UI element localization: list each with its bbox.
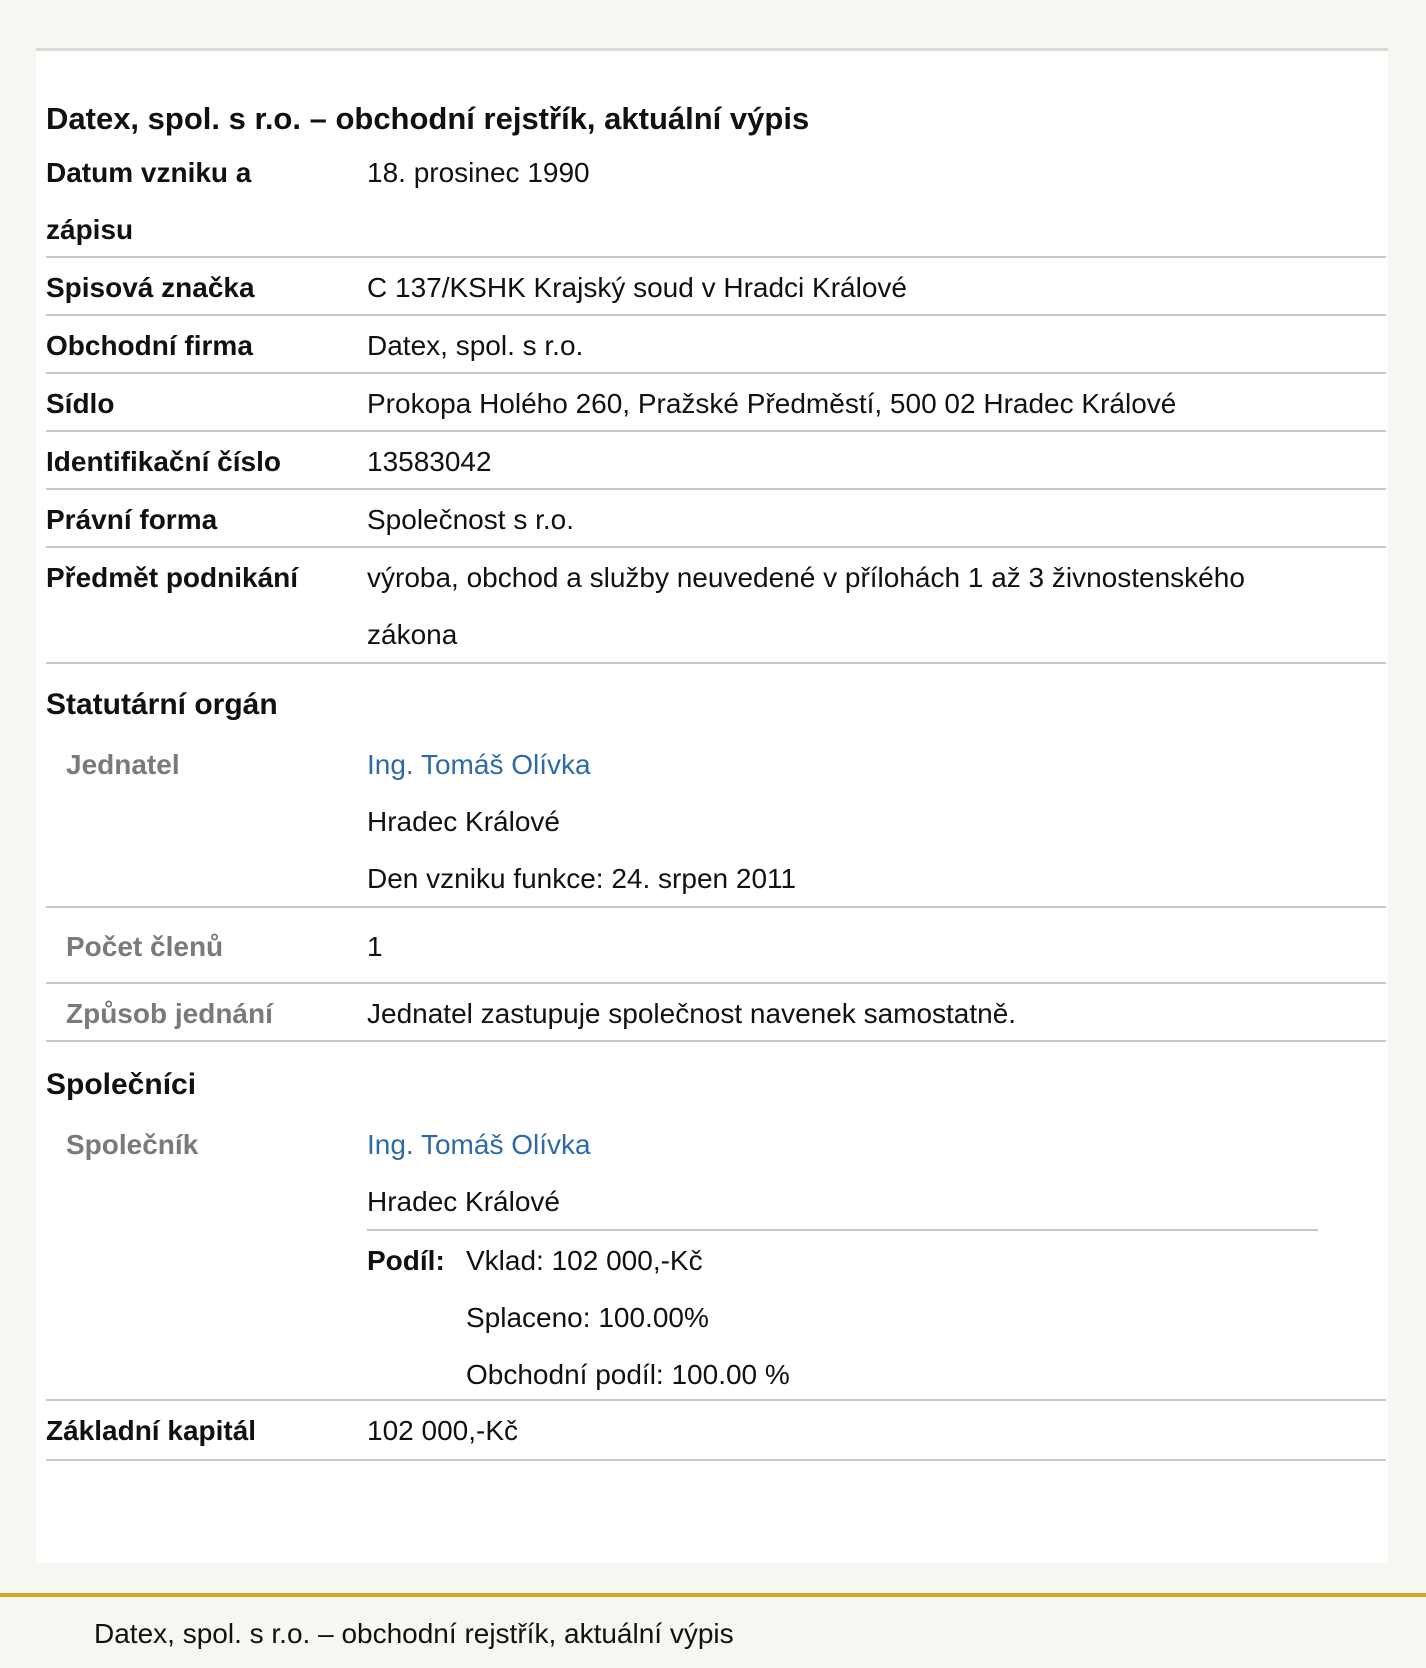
section-heading-statutory: Statutární orgán bbox=[46, 688, 278, 721]
row-label: Obchodní firma bbox=[46, 330, 253, 361]
row-value: Společnost s r.o. bbox=[367, 504, 575, 535]
share-divider bbox=[367, 1229, 1318, 1231]
row-value bbox=[367, 736, 1357, 907]
row-registered-capital bbox=[46, 1401, 1386, 1461]
row-label: Základní kapitál bbox=[46, 1415, 257, 1446]
row-business-subject bbox=[46, 548, 1386, 664]
registry-panel bbox=[36, 51, 1388, 1563]
value-line: výroba, obchod a služby neuvedené v přílohách 1 až 3 živnostenského bbox=[367, 562, 1245, 593]
row-file-number bbox=[46, 258, 1386, 316]
row-value: Jednatel zastupuje společnost navenek samostatně. bbox=[367, 998, 1017, 1029]
person-link[interactable]: Ing. Tomáš Olívka bbox=[367, 749, 591, 780]
value-line: zákona bbox=[367, 619, 458, 650]
row-label: Počet členů bbox=[66, 931, 224, 962]
page-title: Datex, spol. s r.o. – obchodní rejstřík, aktuální výpis bbox=[46, 101, 810, 136]
row-founding-date bbox=[46, 141, 1386, 258]
row-partner bbox=[46, 1116, 1386, 1401]
label-line: Datum vzniku a bbox=[46, 157, 252, 188]
person-city: Hradec Králové bbox=[367, 806, 560, 837]
row-label: Jednatel bbox=[66, 749, 180, 780]
person-city: Hradec Králové bbox=[367, 1186, 560, 1217]
row-value bbox=[367, 1116, 1357, 1230]
row-label bbox=[46, 144, 346, 258]
function-start: Den vzniku funkce: 24. srpen 2011 bbox=[367, 863, 797, 894]
share-label: Podíl: bbox=[367, 1245, 445, 1276]
footer-text: Datex, spol. s r.o. – obchodní rejstřík, aktuální výpis bbox=[94, 1618, 734, 1649]
row-value: C 137/KSHK Krajský soud v Hradci Králové bbox=[367, 272, 907, 303]
row-label: Společník bbox=[66, 1129, 199, 1160]
row-id-number bbox=[46, 432, 1386, 490]
row-value: 102 000,-Kč bbox=[367, 1415, 518, 1446]
row-label: Sídlo bbox=[46, 388, 115, 419]
row-managing-director bbox=[46, 736, 1386, 908]
row-value: 18. prosinec 1990 bbox=[367, 157, 590, 188]
row-member-count bbox=[46, 908, 1386, 984]
section-heading-partners: Společníci bbox=[46, 1068, 197, 1101]
row-label: Spisová značka bbox=[46, 272, 255, 303]
row-label: Předmět podnikání bbox=[46, 562, 299, 593]
label-line: zápisu bbox=[46, 214, 134, 245]
share-paid: Splaceno: 100.00% bbox=[466, 1302, 709, 1333]
row-value: Datex, spol. s r.o. bbox=[367, 330, 584, 361]
row-acting-method bbox=[46, 984, 1386, 1042]
row-legal-form bbox=[46, 490, 1386, 548]
row-value: Prokopa Holého 260, Pražské Předměstí, 500 02 Hradec Králové bbox=[367, 388, 1177, 419]
footer-accent-line bbox=[0, 1593, 1426, 1597]
row-seat bbox=[46, 374, 1386, 432]
row-label: Právní forma bbox=[46, 504, 218, 535]
row-value: 1 bbox=[367, 931, 383, 962]
share-deposit: Vklad: 102 000,-Kč bbox=[466, 1245, 703, 1276]
person-link[interactable]: Ing. Tomáš Olívka bbox=[367, 1129, 591, 1160]
row-business-name bbox=[46, 316, 1386, 374]
row-label: Způsob jednání bbox=[66, 998, 273, 1029]
row-value bbox=[367, 549, 1357, 663]
share-details bbox=[466, 1232, 790, 1403]
share-percentage: Obchodní podíl: 100.00 % bbox=[466, 1359, 790, 1390]
row-label: Identifikační číslo bbox=[46, 446, 281, 477]
row-value: 13583042 bbox=[367, 446, 492, 477]
